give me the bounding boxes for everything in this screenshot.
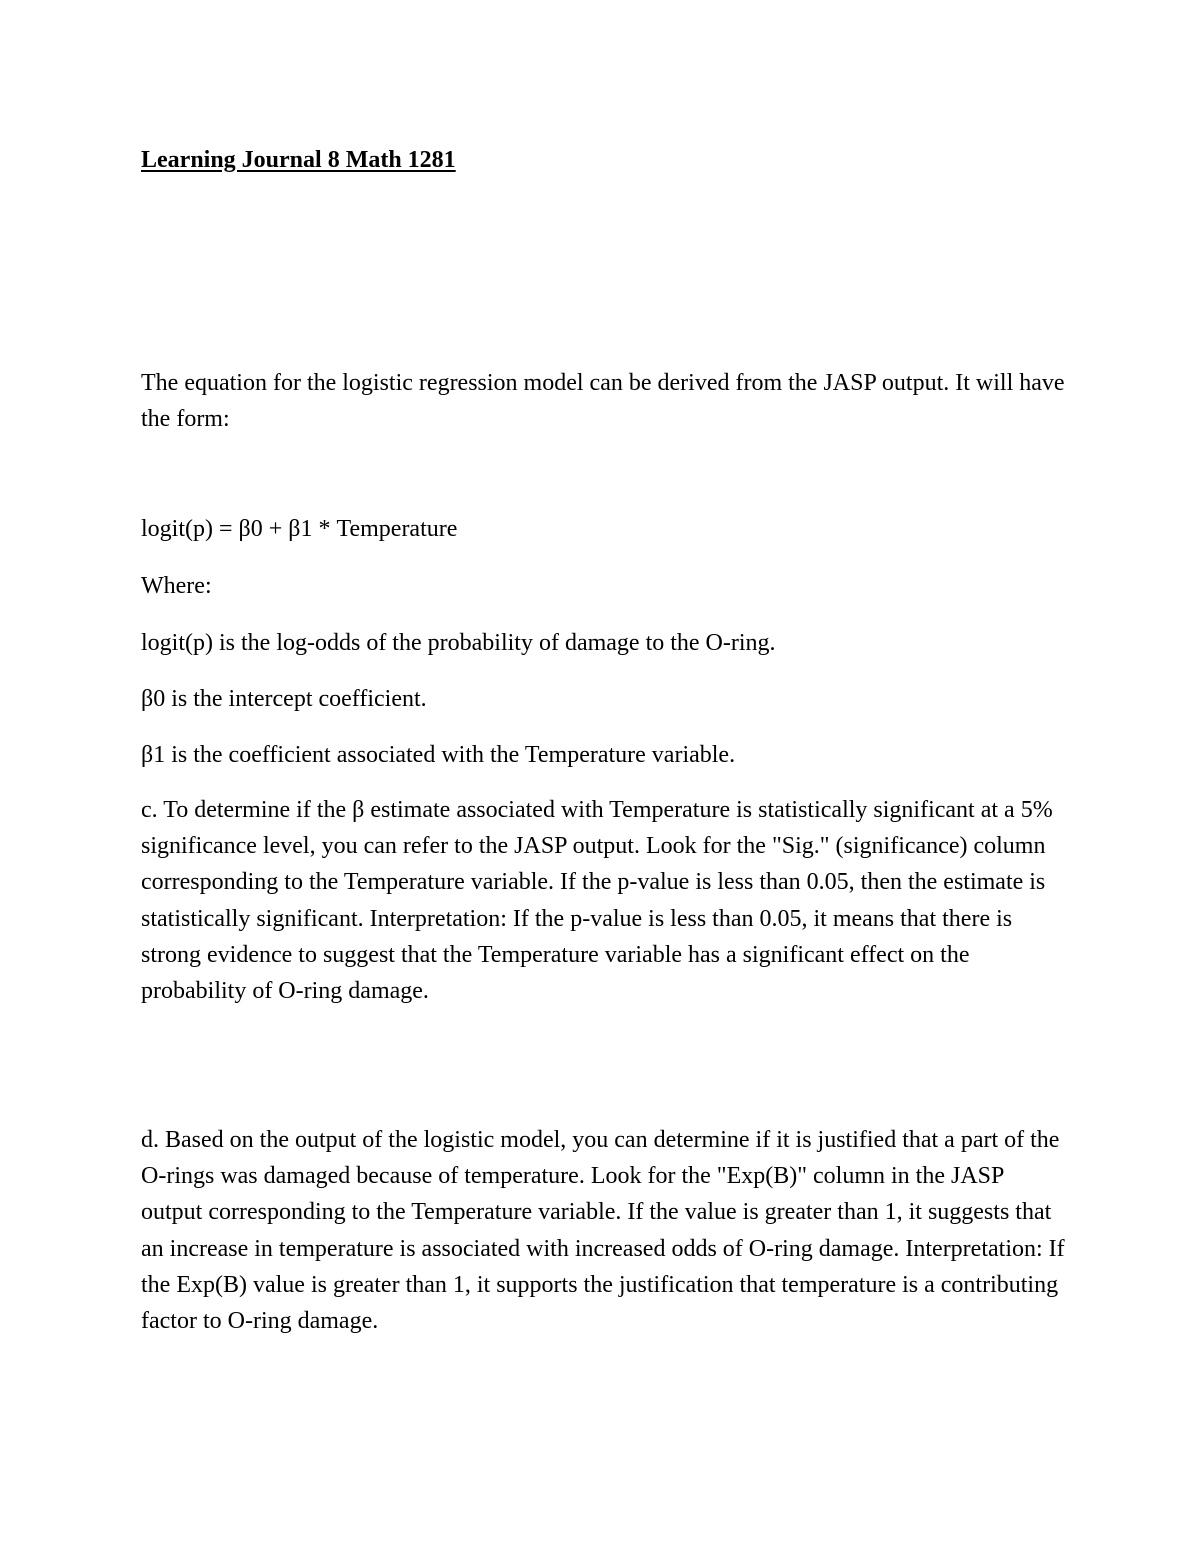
section-c-paragraph: c. To determine if the β estimate associated with Temperature is statistically significant at a 5% significance level, you can refer to the JASP output. Look for the "Sig." (significance) column corresponding to the Temperature variable. If the p-value is less than 0.05, then the estimate is statistically significant. Interpretation: If the p-value is less than 0.05, it means that there is strong evidence to suggest that the Temperature variable has a significant effect on the probability of O-ring damage. — [141, 797, 1053, 1005]
logit-definition: logit(p) is the log-odds of the probability of damage to the O-ring. — [141, 630, 776, 656]
document-title: Learning Journal 8 Math 1281 — [141, 147, 456, 173]
where-label: Where: — [141, 573, 212, 599]
intro-paragraph: The equation for the logistic regression model can be derived from the JASP output. It will have the form: — [141, 370, 1065, 433]
beta1-definition: β1 is the coefficient associated with the Temperature variable. — [141, 742, 736, 768]
beta0-definition: β0 is the intercept coefficient. — [141, 686, 427, 712]
section-d-paragraph: d. Based on the output of the logistic model, you can determine if it is justified that a part of the O-rings was damaged because of temperature. Look for the "Exp(B)" column in the JASP output corresponding to the Temperature variable. If the value is greater than 1, it suggests that an increase in temperature is associated with increased odds of O-ring damage. Interpretation: If the Exp(B) value is greater than 1, it supports the justification that temperature is a contributing factor to O-ring damage. — [141, 1127, 1065, 1335]
equation-line: logit(p) = β0 + β1 * Temperature — [141, 516, 458, 542]
